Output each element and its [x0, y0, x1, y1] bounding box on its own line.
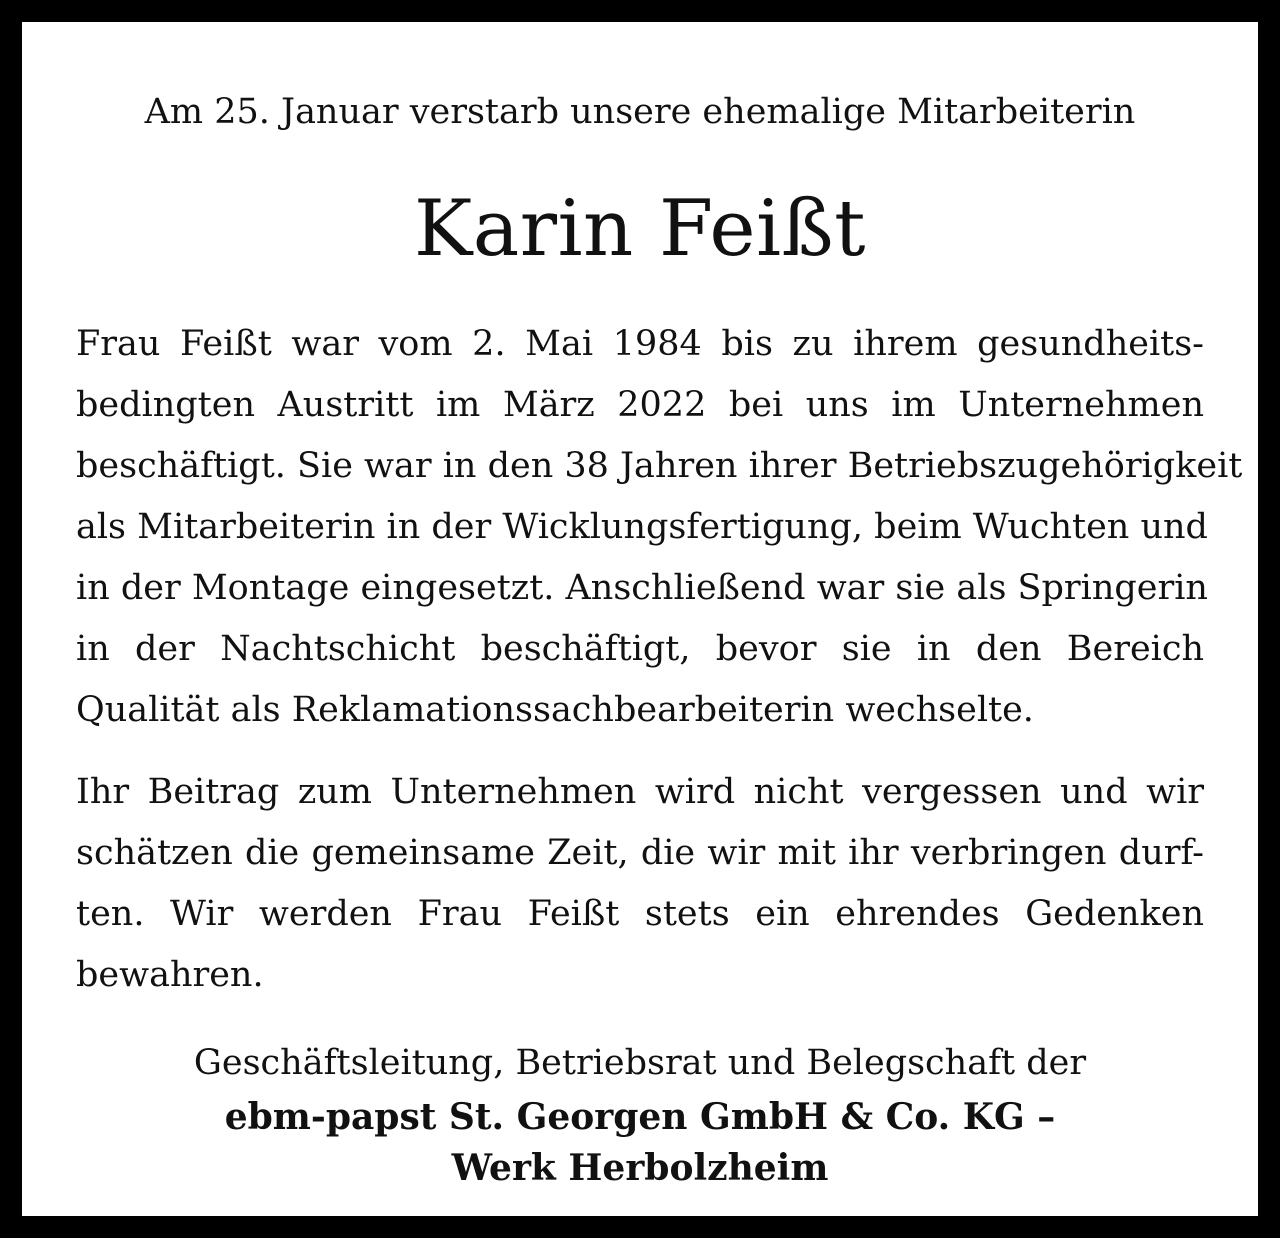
biography-line: Frau Feißt war vom 2. Mai 1984 bis zu ihrem gesundheits- — [76, 324, 1204, 364]
tribute-paragraph — [76, 762, 1204, 1006]
tribute-line: bewahren. — [76, 955, 264, 995]
biography-line: als Mitarbeiterin in der Wicklungsfertigung, beim Wuchten und — [76, 507, 1208, 547]
biography-line: beschäftigt. Sie war in den 38 Jahren ihrer Betriebszugehörigkeit — [76, 446, 1243, 486]
biography-line: in der Montage eingesetzt. Anschließend war sie als Springerin — [76, 568, 1208, 608]
intro-text: Am 25. Januar verstarb unsere ehemalige Mitarbeiterin — [144, 92, 1136, 132]
biography-line: bedingten Austritt im März 2022 bei uns im Unternehmen — [76, 385, 1204, 425]
deceased-name: Karin Feißt — [414, 184, 866, 274]
tribute-line: ten. Wir werden Frau Feißt stets ein ehrendes Gedenken — [76, 894, 1204, 934]
tribute-line: schätzen die gemeinsame Zeit, die wir mit ihr verbringen durf- — [76, 833, 1204, 873]
biography-line: Qualität als Reklamationssachbearbeiterin wechselte. — [76, 690, 1034, 730]
signature-line: Geschäftsleitung, Betriebsrat und Belegschaft der — [193, 1043, 1087, 1083]
company-site: Werk Herbolzheim — [451, 1147, 829, 1189]
biography-line: in der Nachtschicht beschäftigt, bevor sie in den Bereich — [76, 629, 1204, 669]
biography-paragraph — [76, 314, 1243, 741]
company-name: ebm-papst St. Georgen GmbH & Co. KG – — [224, 1096, 1056, 1138]
tribute-line: Ihr Beitrag zum Unternehmen wird nicht vergessen und wir — [76, 772, 1204, 812]
